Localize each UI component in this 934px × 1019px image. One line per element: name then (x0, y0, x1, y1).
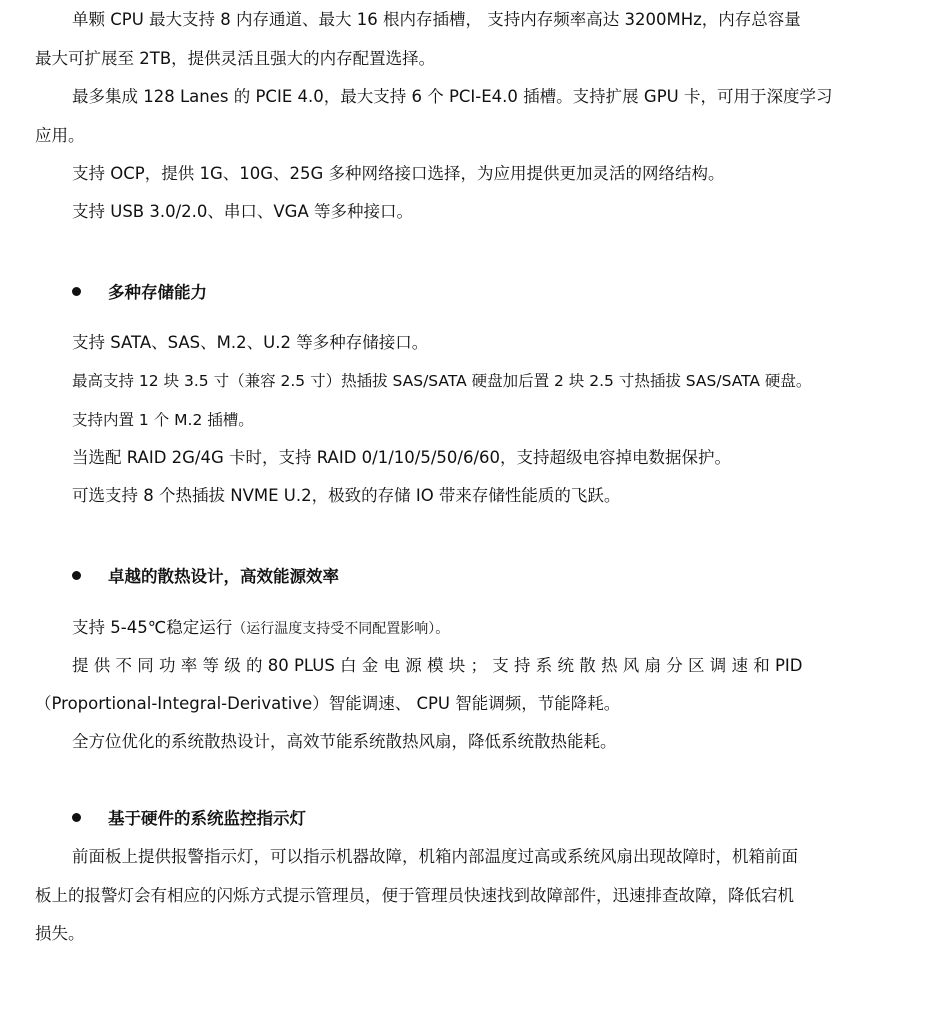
cooling-item-2-line-1: 提 供 不 同 功 率 等 级 的 80 PLUS 白 金 电 源 模 块 ； 支 持 系 统 散 热 风 扇 分 区 调 速 和 PID (72, 656, 803, 675)
memory-paragraph-line-1: 单颗 CPU 最大支持 8 内存通道、最大 16 根内存插槽， 支持内存频率高达 3200MHz，内存总容量 (72, 10, 801, 29)
pcie-paragraph-line-2: 应用。 (35, 126, 85, 145)
cooling-item-2-line-2: （Proportional-Integral-Derivative）智能调速、 CPU 智能调频，节能降耗。 (35, 694, 621, 713)
storage-item: 最高支持 12 块 3.5 寸（兼容 2.5 寸）热插拔 SAS/SATA 硬盘加后置 2 块 2.5 寸热插拔 SAS/SATA 硬盘。 (72, 372, 812, 390)
bullet-icon (72, 813, 81, 822)
storage-heading (72, 281, 207, 305)
monitor-paragraph-line-2: 板上的报警灯会有相应的闪烁方式提示管理员，便于管理员快速找到故障部件，迅速排查故障，降低宕机 (35, 886, 794, 905)
monitor-paragraph-line-3: 损失。 (35, 924, 85, 943)
interface-paragraph: 支持 USB 3.0/2.0、串口、VGA 等多种接口。 (72, 202, 414, 221)
network-paragraph: 支持 OCP，提供 1G、10G、25G 多种网络接口选择，为应用提供更加灵活的网络结构。 (72, 164, 725, 183)
bullet-icon (72, 571, 81, 580)
cooling-heading-text: 卓越的散热设计，高效能源效率 (108, 567, 339, 586)
bullet-icon (72, 287, 81, 296)
memory-paragraph-line-2: 最大可扩展至 2TB，提供灵活且强大的内存配置选择。 (35, 49, 436, 68)
storage-item: 当选配 RAID 2G/4G 卡时，支持 RAID 0/1/10/5/50/6/60，支持超级电容掉电数据保护。 (72, 448, 731, 467)
pcie-paragraph-line-1: 最多集成 128 Lanes 的 PCIE 4.0，最大支持 6 个 PCI-E4.0 插槽。支持扩展 GPU 卡，可用于深度学习 (72, 87, 833, 106)
monitor-paragraph-line-1: 前面板上提供报警指示灯，可以指示机器故障，机箱内部温度过高或系统风扇出现故障时，机箱前面 (72, 847, 798, 866)
cooling-item-1-note: （运行温度支持受不同配置影响）。 (232, 621, 450, 637)
monitor-heading (72, 807, 306, 831)
storage-item: 可选支持 8 个热插拔 NVME U.2，极致的存储 IO 带来存储性能质的飞跃。 (72, 486, 621, 505)
storage-item: 支持内置 1 个 M.2 插槽。 (72, 411, 254, 429)
storage-heading-text: 多种存储能力 (108, 283, 207, 302)
cooling-heading (72, 565, 339, 589)
cooling-item-1-main: 支持 5-45℃稳定运行 (72, 618, 233, 637)
monitor-heading-text: 基于硬件的系统监控指示灯 (108, 809, 306, 828)
storage-item: 支持 SATA、SAS、M.2、U.2 等多种存储接口。 (72, 333, 429, 352)
cooling-item-3: 全方位优化的系统散热设计，高效节能系统散热风扇，降低系统散热能耗。 (72, 732, 617, 751)
cooling-item-1 (72, 616, 449, 641)
